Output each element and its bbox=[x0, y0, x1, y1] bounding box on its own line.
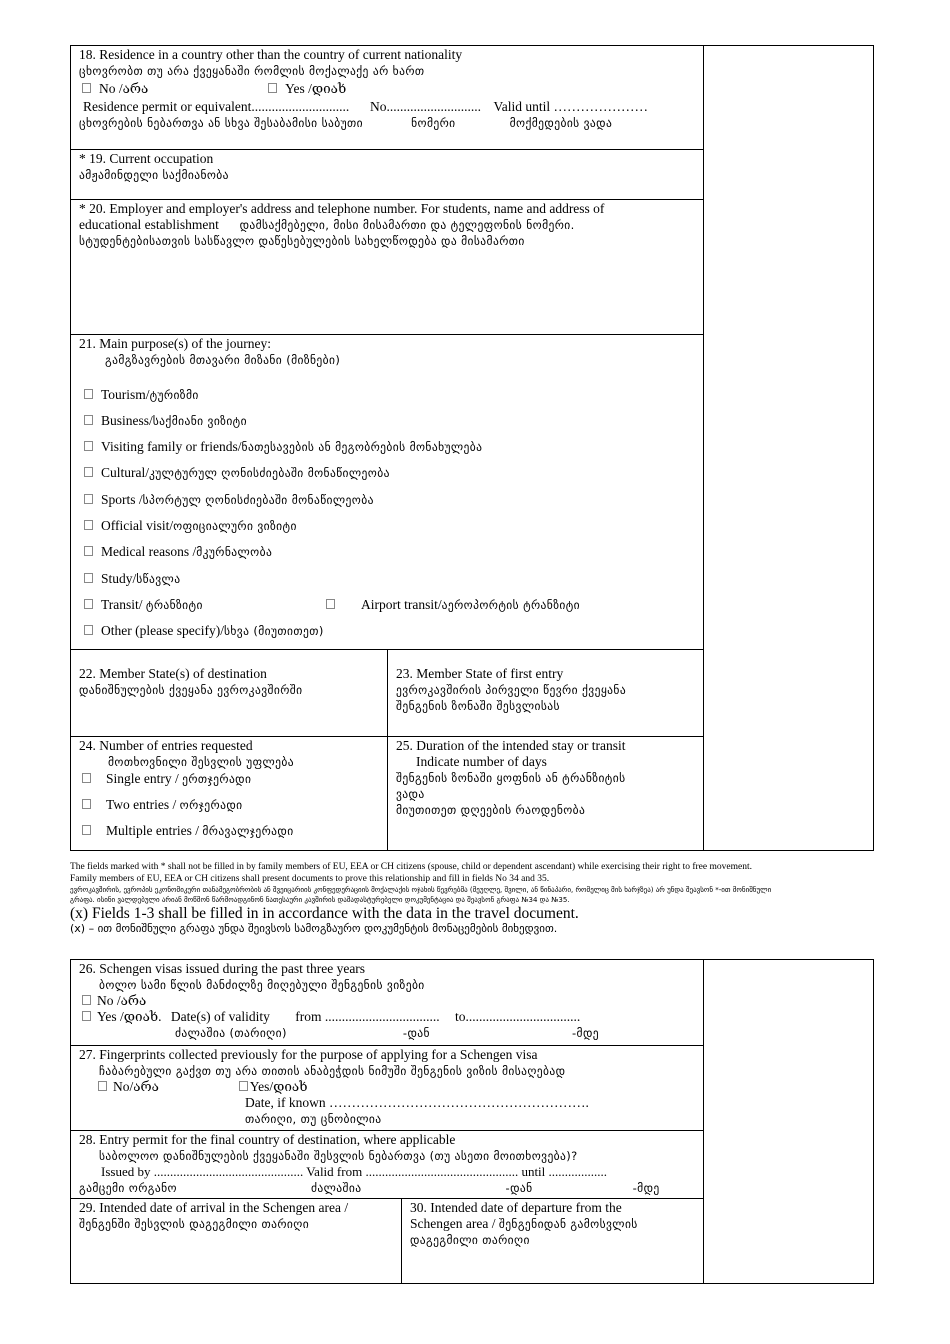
field-28-valid-ka: ძალაშია bbox=[310, 1181, 362, 1195]
field-25-title: 25. Duration of the intended stay or transit bbox=[396, 738, 626, 753]
entries-multiple-checkbox[interactable] bbox=[82, 825, 91, 835]
purpose-medical-ka: მკურნალობა bbox=[196, 545, 273, 559]
field-19-title-ka: ამჟამინდელი საქმიანობა bbox=[79, 168, 229, 182]
purpose-other-en: Other (please specify)/ bbox=[101, 623, 224, 638]
field-20-title-3-ka: სტუდენტებისათვის სასწავლო დაწესებულების სახელწოდება და მისამართი bbox=[79, 234, 525, 248]
field-26-to-input[interactable]: to.................................. bbox=[455, 1009, 581, 1024]
entries-two-checkbox[interactable] bbox=[82, 799, 91, 809]
entries-single-en: Single entry / bbox=[106, 771, 183, 786]
field-19-title: * 19. Current occupation bbox=[79, 151, 214, 166]
field-24-title-ka: მოთხოვნილი შესვლის უფლება bbox=[108, 755, 294, 769]
form-table-lower bbox=[70, 959, 874, 1284]
field-20-title-2-ka: დამსაქმებელი, მისი მისამართი და ტელეფონის ნომერი. bbox=[239, 218, 575, 232]
purpose-sports-ka: სპორტულ ღონისძიებაში მონაწილეობა bbox=[142, 493, 374, 507]
office-use-column-2 bbox=[703, 960, 704, 1283]
purpose-sports-en: Sports / bbox=[101, 492, 143, 507]
purpose-option-family[interactable] bbox=[81, 439, 482, 455]
field-22-title: 22. Member State(s) of destination bbox=[79, 666, 267, 681]
purpose-option-other[interactable] bbox=[81, 623, 324, 639]
purpose-transit-en: Transit/ bbox=[101, 597, 146, 612]
field-23-title-ka-1: ევროკავშირის პირველი წევრი ქვეყანა bbox=[396, 683, 627, 697]
entries-single-ka: ერთჯერადი bbox=[182, 772, 252, 786]
field-26-no-checkbox[interactable] bbox=[82, 995, 91, 1005]
field-26-title: 26. Schengen visas issued during the past three years bbox=[79, 961, 366, 976]
field-18-title-ka: ცხოვრობთ თუ არა ქვეყანაში რომლის მოქალაქე არ ხართ bbox=[79, 64, 425, 78]
office-use-column bbox=[703, 46, 704, 850]
field-18-residence bbox=[71, 46, 703, 150]
purpose-option-sports[interactable] bbox=[81, 492, 374, 508]
field-28-entry-permit bbox=[71, 1131, 703, 1199]
field-29-title-ka: შენგენში შესვლის დაგეგმილი თარიღი bbox=[79, 1217, 310, 1231]
field-27-no-label: No/არა bbox=[113, 1079, 159, 1094]
field-18-yes-label: Yes /დიახ bbox=[285, 81, 347, 96]
entries-two-option[interactable] bbox=[79, 797, 379, 813]
field-30-departure[interactable] bbox=[402, 1199, 703, 1283]
fields-24-25-row bbox=[71, 737, 703, 850]
field-21-title: 21. Main purpose(s) of the journey: bbox=[79, 336, 271, 351]
field-18-number-input[interactable]: No............................ bbox=[369, 99, 481, 114]
field-27-fingerprints bbox=[71, 1046, 703, 1131]
field-21-purpose bbox=[71, 335, 703, 650]
purpose-other-checkbox[interactable] bbox=[84, 625, 93, 635]
field-27-date-input[interactable]: Date, if known …………………………………………………. bbox=[245, 1095, 589, 1110]
field-26-yes-checkbox[interactable] bbox=[82, 1011, 91, 1021]
purpose-cultural-en: Cultural/ bbox=[101, 465, 149, 480]
purpose-business-en: Business/ bbox=[101, 413, 153, 428]
field-23-first-entry[interactable] bbox=[388, 650, 703, 736]
purpose-cultural-checkbox[interactable] bbox=[84, 467, 93, 477]
purpose-option-transit[interactable] bbox=[81, 597, 203, 613]
field-18-title: 18. Residence in a country other than the country of current nationality bbox=[79, 47, 463, 62]
entries-multiple-en: Multiple entries / bbox=[106, 823, 203, 838]
purpose-official-ka: ოფიციალური ვიზიტი bbox=[173, 519, 297, 533]
field-18-permit-ka: ცხოვრების ნებართვა ან სხვა შესაბამისი საბუთი bbox=[79, 116, 363, 130]
purpose-study-checkbox[interactable] bbox=[84, 573, 93, 583]
field-23-title: 23. Member State of first entry bbox=[396, 666, 564, 681]
field-30-title-2-ka: შენგენიდან გამოსვლის bbox=[498, 1217, 638, 1231]
purpose-study-en: Study/ bbox=[101, 571, 137, 586]
note-en-2: Family members of EU, EEA or CH citizens shall present documents to prove this relationship and fill in fields No 34 and 35. bbox=[70, 874, 550, 884]
purpose-airport-transit-ka: აეროპორტის ტრანზიტი bbox=[441, 598, 580, 612]
field-28-issued-input[interactable]: Issued by .............................................. Valid from ............................................... until .................. bbox=[101, 1164, 608, 1179]
field-26-title-ka: ბოლო სამი წლის მანძილზე მიღებული შენგენის ვიზები bbox=[99, 978, 425, 992]
field-18-valid-ka: მოქმედების ვადა bbox=[509, 116, 613, 130]
field-27-yes-checkbox[interactable] bbox=[239, 1081, 248, 1091]
purpose-family-checkbox[interactable] bbox=[84, 441, 93, 451]
purpose-family-ka: ნათესავების ან მეგობრების მონახულება bbox=[241, 440, 483, 454]
field-27-yes-label: Yes/დიახ bbox=[249, 1079, 308, 1094]
field-26-validity-ka: ძალაშია (თარიღი) bbox=[175, 1026, 287, 1040]
fields-29-30-row bbox=[71, 1199, 703, 1283]
purpose-airport-transit-en: Airport transit/ bbox=[361, 597, 442, 612]
note-x-en: (x) Fields 1-3 shall be filled in in accordance with the data in the travel document. bbox=[70, 905, 579, 922]
field-27-date-ka: თარიღი, თუ ცნობილია bbox=[245, 1112, 382, 1126]
form-table-upper bbox=[70, 45, 874, 851]
field-27-title: 27. Fingerprints collected previously for the purpose of applying for a Schengen visa bbox=[79, 1047, 538, 1062]
purpose-other-ka: სხვა (მიუთითეთ) bbox=[223, 624, 324, 638]
purpose-airport-transit-checkbox[interactable] bbox=[326, 599, 335, 609]
field-26-validity-label: Date(s) of validity bbox=[170, 1009, 270, 1024]
field-27-title-ka: ჩაბარებული გაქვთ თუ არა თითის ანაბეჭდის ნიმუში შენგენის ვიზის მისაღებად bbox=[99, 1064, 566, 1078]
purpose-business-ka: საქმიანი ვიზიტი bbox=[152, 414, 247, 428]
note-ka-1: ევროკავშირის, ევროპის ეკონომიკური თანამეგობრობის ან შვეიცარიის კონფედერაციის მოქალაქის ოჯახის წევრებმა (მეუღლე, შვილი, ან წინაპარი, რომელიც მის ხარჯზეა) არ უნდა შეავსონ *-ით მონიშნული bbox=[70, 886, 772, 894]
purpose-option-cultural[interactable] bbox=[81, 465, 390, 481]
purpose-family-en: Visiting family or friends/ bbox=[101, 439, 242, 454]
purpose-tourism-checkbox[interactable] bbox=[84, 389, 93, 399]
purpose-cultural-ka: კულტურულ ღონისძიებაში მონაწილეობა bbox=[149, 466, 390, 480]
purpose-business-checkbox[interactable] bbox=[84, 415, 93, 425]
field-28-to-ka: -მდე bbox=[632, 1181, 660, 1195]
purpose-option-official[interactable] bbox=[81, 518, 297, 534]
entries-single-checkbox[interactable] bbox=[82, 773, 91, 783]
field-18-yes-checkbox[interactable] bbox=[268, 83, 277, 93]
field-26-no-label: No /არა bbox=[97, 993, 147, 1008]
purpose-transit-checkbox[interactable] bbox=[84, 599, 93, 609]
field-24-entries bbox=[71, 737, 388, 850]
purpose-option-tourism[interactable] bbox=[81, 387, 199, 403]
field-26-from-ka: -დან bbox=[402, 1026, 430, 1040]
purpose-tourism-en: Tourism/ bbox=[101, 387, 150, 402]
field-18-no-label: No /არა bbox=[99, 81, 149, 96]
note-en-1: The fields marked with * shall not be filled in by family members of EU, EEA or CH citizens (spouse, child or dependent ascendant) while exercising their right to free movement. bbox=[70, 862, 752, 872]
field-30-title-ka-3: დაგეგმილი თარიღი bbox=[410, 1233, 530, 1247]
field-30-title-2: Schengen area / bbox=[410, 1216, 499, 1231]
entries-two-ka: ორჯერადი bbox=[179, 798, 243, 812]
field-26-from-input[interactable]: from .................................. bbox=[295, 1009, 440, 1024]
entries-two-en: Two entries / bbox=[106, 797, 180, 812]
purpose-option-medical[interactable] bbox=[81, 544, 272, 560]
purpose-medical-en: Medical reasons / bbox=[101, 544, 197, 559]
field-25-title-2: Indicate number of days bbox=[416, 754, 547, 769]
purpose-study-ka: სწავლა bbox=[136, 572, 181, 586]
purpose-sports-checkbox[interactable] bbox=[84, 494, 93, 504]
field-29-title: 29. Intended date of arrival in the Schengen area / bbox=[79, 1200, 349, 1215]
purpose-official-en: Official visit/ bbox=[101, 518, 174, 533]
field-18-valid-input[interactable]: Valid until ………………… bbox=[493, 99, 648, 114]
field-24-title: 24. Number of entries requested bbox=[79, 738, 253, 753]
field-25-title-ka-1: შენგენის ზონაში ყოფნის ან ტრანზიტის bbox=[396, 771, 626, 785]
field-26-previous-visas bbox=[71, 960, 703, 1046]
field-28-from-ka: -დან bbox=[505, 1181, 533, 1195]
field-18-permit-input[interactable]: Residence permit or equivalent............................. bbox=[83, 99, 350, 114]
field-22-destination[interactable] bbox=[71, 650, 388, 736]
field-30-title: 30. Intended date of departure from the bbox=[410, 1200, 622, 1215]
field-25-duration[interactable] bbox=[388, 737, 703, 850]
field-26-to-ka: -მდე bbox=[572, 1026, 600, 1040]
field-19-occupation[interactable] bbox=[71, 150, 703, 200]
field-20-employer[interactable] bbox=[71, 200, 703, 335]
note-ka-2: გრაფა. ისინი ვალდებული არიან მოწმონ წარმოადგინონ ნათესაური კავშირის დამადასტურებელი დოკუმენტაცია და შეავსონ გრაფა №34 და №35. bbox=[70, 896, 570, 904]
field-20-title-2: educational establishment bbox=[79, 217, 219, 232]
purpose-option-study[interactable] bbox=[81, 571, 180, 587]
field-28-title-ka: საბოლოო დანიშნულების ქვეყანაში შესვლის ნებართვა (თუ ასეთი მოითხოვება)? bbox=[99, 1149, 578, 1163]
purpose-medical-checkbox[interactable] bbox=[84, 546, 93, 556]
field-23-title-ka-2: შენგენის ზონაში შესვლისას bbox=[396, 699, 560, 713]
purpose-tourism-ka: ტურიზმი bbox=[149, 388, 199, 402]
entries-multiple-option[interactable] bbox=[79, 823, 379, 839]
field-25-title-ka-3: მიუთითეთ დღეების რაოდენობა bbox=[396, 803, 586, 817]
purpose-official-checkbox[interactable] bbox=[84, 520, 93, 530]
note-x-ka: (x) – ით მონიშნული გრაფა უნდა შეივსოს სამოგზაურო დოკუმენტის მონაცემების მიხედვით. bbox=[70, 922, 558, 935]
field-18-number-ka: ნომერი bbox=[411, 116, 456, 130]
field-20-title: * 20. Employer and employer's address and telephone number. For students, name and address of bbox=[79, 201, 605, 216]
purpose-option-airport-transit[interactable] bbox=[323, 597, 580, 613]
field-28-title: 28. Entry permit for the final country of destination, where applicable bbox=[79, 1132, 456, 1147]
field-26-yes-label: Yes /დიახ. bbox=[97, 1009, 162, 1024]
purpose-option-business[interactable] bbox=[81, 413, 247, 429]
purpose-transit-ka: ტრანზიტი bbox=[145, 598, 203, 612]
footnotes bbox=[70, 861, 880, 935]
field-25-title-ka-2: ვადა bbox=[396, 787, 425, 801]
field-27-no-checkbox[interactable] bbox=[98, 1081, 107, 1091]
field-22-title-ka: დანიშნულების ქვეყანა ევროკავშირში bbox=[79, 683, 303, 697]
field-18-no-checkbox[interactable] bbox=[82, 83, 91, 93]
field-29-arrival[interactable] bbox=[71, 1199, 402, 1283]
field-28-issued-ka: გამცემი ორგანო bbox=[79, 1181, 177, 1195]
entries-multiple-ka: მრავალჯერადი bbox=[202, 824, 294, 838]
fields-22-23-row bbox=[71, 650, 703, 737]
entries-single-option[interactable] bbox=[79, 771, 379, 787]
field-21-title-ka: გამგზავრების მთავარი მიზანი (მიზნები) bbox=[105, 353, 341, 367]
